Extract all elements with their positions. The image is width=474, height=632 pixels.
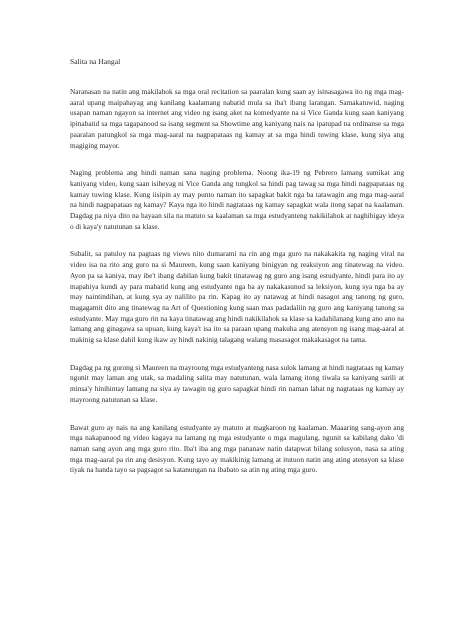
paragraph-4: Dagdag pa ng gurong si Maureen na mayroong mga estudyanteng nasa sulok lamang at hindi nagtataas ng kamay ngunit may laman ang utak, sa madaling salita may natutunan, wala lamang itong tiwala sa kaniyang sarili at minsa'y hinihintay lamang na siya ay tawagin ng guro sapagkat hindi rin naman lahat ng nagtataas ng kamay ay mayroong natutunan sa klase.	[70, 362, 404, 404]
document-title: Salita na Hangal	[70, 57, 121, 66]
paragraph-1: Naranasan na natin ang makilahok sa mga oral recitation sa paaralan kung saan ay isinasagawa ito ng mga mag-aaral upang maipahayag ang kanilang kaalamang nabatid mula sa iba't ibang larangan. Samakatuwid, naging usapan naman ngayon sa internet ang video ng isang aket na komedyante na si Vice Ganda kung saan kaniyang ipinabatid sa mga tagapanood sa isang segment sa Showtime ang kaniyang nais na ipatupad na ordinanse sa mga paaralan patungkol sa mga mag-aaral na nagpapataas ng kamay at sa mga hindi tuwing klase, kung siya ang magiging mayor.	[70, 87, 404, 150]
paragraph-2: Naging problema ang hindi naman sana naging problema. Noong ika-19 ng Pebrero lamang sumikat ang kaniyang video, kung saan isiheyag ni Vice Ganda ang tungkol sa hindi pag tawag sa mga hindi nagpapataas ng kamay tuwing klase. Kung iisipin ay may punto naman ito sapagkat bakit nga ba tatawagin ang mga mag-aaral na hindi nagpapataas ng kamay? Kaya nga ito hindi nagtataas ng kamay sapagkat wala itong sapat na kaalaman. Dagdag pa niya dito na hayaan sila na matuto sa kaalaman sa mga estudyanteng nakikilahok at naghibigay ideya o di kaya'y natutunan sa klase.	[70, 168, 404, 231]
paragraph-5: Bawat guro ay nais na ang kanilang estudyante ay matuto at magkaroon ng kaalaman. Maaaring sang-ayon ang mga nakapanood ng video kagaya na lamang ng mga estudyante o mga magulang, ngunit sa kabilang dako 'di naman sang ayon ang mga guro rito. Iba't iba ang mga pananaw natin datapwat bilang solusyon, nasa sa ating mga mag-aaral pa rin ang desisyon. Kung tayo ay makikinig lamang at itutuon natin ang ating atensyon sa klase tiyak na handa tayo sa pagsagot sa katanungan na ibabato sa atin ng ating mga guro.	[70, 422, 404, 475]
paragraph-3: Subalit, sa patuloy na pagtaas ng views nito dumarami na rin ang mga guro na nakakakita ng naging viral na video isa na rito ang guro na si Maureen, kung saan kaniyang binigyan ng reaksiyon ang tinatewag na video. Ayon pa sa kaniya, may ibe't ibang dahilan kung bakit tinatawag ng guro ang isang estudyante, hindi para ito ay mapahiya kundi ay para mabatid kung ang estudyante nga ba ay nakakasunod sa leksiyon, kung sya nga ba ay may naintindihan, at kung sya ay nalilito pa rin. Kapag ito ay natawag at hindi nasagot ang tanong ng guro, magagamit dito ang tinatewag na Art of Questioning kung saan mas padadaliin ng guro ang kaniyang tanong sa estudyante. May mga guro rin na kaya tinatawag ang hindi nakikilahok sa klase sa kadahilanang kung ano ano na lamang ang ginagawa sa upuan, kung kaya't isa ito sa paraan upang makuha ang atensyon ng isang mag-aaral at makinig sa klase dahil kung ikaw ay hindi nakinig talagang walang masasagot makakasagot na tama.	[70, 249, 404, 345]
